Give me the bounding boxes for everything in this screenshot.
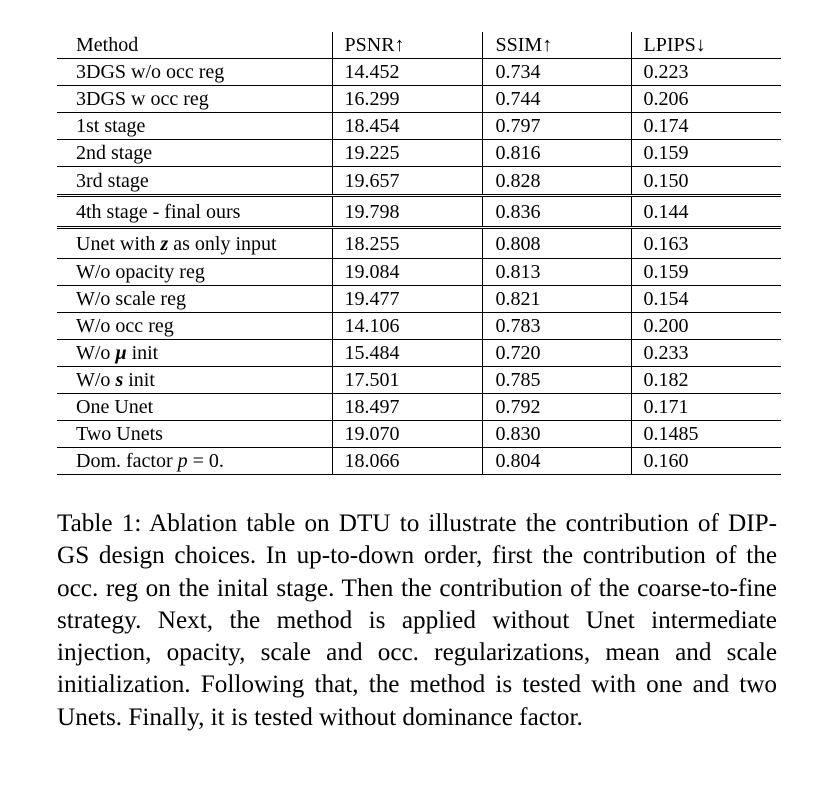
math-symbol: μ: [115, 342, 127, 364]
cell-psnr: 19.477: [332, 286, 482, 313]
cell-lpips: 0.159: [631, 140, 781, 167]
cell-method: One Unet: [57, 394, 332, 421]
cell-method: 3DGS w/o occ reg: [57, 59, 332, 86]
table-row: [57, 448, 781, 475]
table-row-final-ours: [57, 196, 781, 228]
cell-lpips: 0.174: [631, 113, 781, 140]
cell-lpips: 0.154: [631, 286, 781, 313]
cell-lpips: 0.160: [631, 448, 781, 475]
cell-ssim: 0.785: [482, 367, 631, 394]
cell-psnr: 18.255: [332, 228, 482, 259]
table-row: [57, 286, 781, 313]
method-text: as only input: [168, 232, 277, 255]
cell-lpips: 0.159: [631, 259, 781, 286]
table-row: [57, 59, 781, 86]
cell-method: 1st stage: [57, 113, 332, 140]
cell-lpips: 0.200: [631, 313, 781, 340]
table-row: [57, 394, 781, 421]
cell-method: Two Unets: [57, 421, 332, 448]
cell-ssim: 0.744: [482, 86, 631, 113]
method-text: Dom. factor: [76, 450, 178, 472]
cell-ssim: 0.816: [482, 140, 631, 167]
table-caption: [57, 508, 777, 734]
cell-ssim: 0.804: [482, 448, 631, 475]
cell-method: [57, 448, 332, 475]
cell-ssim: 0.813: [482, 259, 631, 286]
cell-ssim: 0.720: [482, 340, 631, 367]
cell-lpips: 0.163: [631, 228, 781, 259]
cell-ssim: 0.783: [482, 313, 631, 340]
method-text: = 0.: [187, 450, 224, 472]
math-symbol: s: [115, 369, 124, 391]
cell-lpips: 0.1485: [631, 421, 781, 448]
cell-ssim: 0.830: [482, 421, 631, 448]
cell-psnr: 19.070: [332, 421, 482, 448]
cell-lpips: 0.233: [631, 340, 781, 367]
cell-method: 3rd stage: [57, 167, 332, 196]
table-row: [57, 421, 781, 448]
cell-method: W/o scale reg: [57, 286, 332, 313]
cell-ssim: 0.734: [482, 59, 631, 86]
table-header-row: [57, 32, 781, 59]
cell-method: W/o opacity reg: [57, 259, 332, 286]
method-text: init: [126, 342, 159, 364]
table-row: [57, 367, 781, 394]
cell-ssim: 0.828: [482, 167, 631, 196]
cell-lpips: 0.206: [631, 86, 781, 113]
cell-psnr: 18.454: [332, 113, 482, 140]
cell-lpips: 0.144: [631, 196, 781, 228]
cell-ssim: 0.797: [482, 113, 631, 140]
cell-lpips: 0.182: [631, 367, 781, 394]
cell-psnr: 18.066: [332, 448, 482, 475]
cell-psnr: 17.501: [332, 367, 482, 394]
caption-label: Table 1:: [57, 510, 142, 537]
cell-psnr: 19.798: [332, 196, 482, 228]
method-text: Unet with: [76, 232, 161, 255]
cell-ssim: 0.836: [482, 196, 631, 228]
table-row: [57, 228, 781, 259]
cell-method: [57, 367, 332, 394]
cell-lpips: 0.150: [631, 167, 781, 196]
table-row: [57, 340, 781, 367]
table-row: [57, 86, 781, 113]
method-text: W/o: [76, 369, 116, 391]
cell-psnr: 19.084: [332, 259, 482, 286]
math-symbol: z: [160, 232, 169, 255]
cell-lpips: 0.171: [631, 394, 781, 421]
cell-psnr: 19.225: [332, 140, 482, 167]
table-row: [57, 113, 781, 140]
caption-text: Ablation table on DTU to illustrate the contribution of DIP-GS design choices. In up-to-down order, first the contribution of the occ. reg on the inital stage. Then the contribution of the coarse-to-fine strategy. Next, the method is applied without Unet intermediate injection, opacity, scale and occ. regularizations, mean and scale initialization. Following that, the method is tested with one and two Unets. Finally, it is tested without dominance factor.: [57, 510, 777, 731]
method-text: init: [123, 369, 155, 391]
header-ssim: SSIM↑: [482, 32, 631, 59]
cell-ssim: 0.792: [482, 394, 631, 421]
cell-method: 2nd stage: [57, 140, 332, 167]
cell-method: W/o occ reg: [57, 313, 332, 340]
table-row: [57, 313, 781, 340]
cell-psnr: 18.497: [332, 394, 482, 421]
cell-method: [57, 228, 332, 259]
cell-method: [57, 340, 332, 367]
table-row: [57, 259, 781, 286]
header-lpips: LPIPS↓: [631, 32, 781, 59]
cell-psnr: 16.299: [332, 86, 482, 113]
table-row: [57, 140, 781, 167]
cell-lpips: 0.223: [631, 59, 781, 86]
cell-method: 4th stage - final ours: [57, 196, 332, 228]
cell-method: 3DGS w occ reg: [57, 86, 332, 113]
cell-ssim: 0.821: [482, 286, 631, 313]
ablation-table-container: [57, 32, 781, 475]
ablation-table: [57, 32, 781, 475]
math-symbol: p: [177, 450, 188, 472]
method-text: W/o: [76, 342, 116, 364]
cell-ssim: 0.808: [482, 228, 631, 259]
header-psnr: PSNR↑: [332, 32, 482, 59]
cell-psnr: 19.657: [332, 167, 482, 196]
cell-psnr: 14.106: [332, 313, 482, 340]
header-method: Method: [57, 32, 332, 59]
cell-psnr: 15.484: [332, 340, 482, 367]
cell-psnr: 14.452: [332, 59, 482, 86]
table-row: [57, 167, 781, 196]
